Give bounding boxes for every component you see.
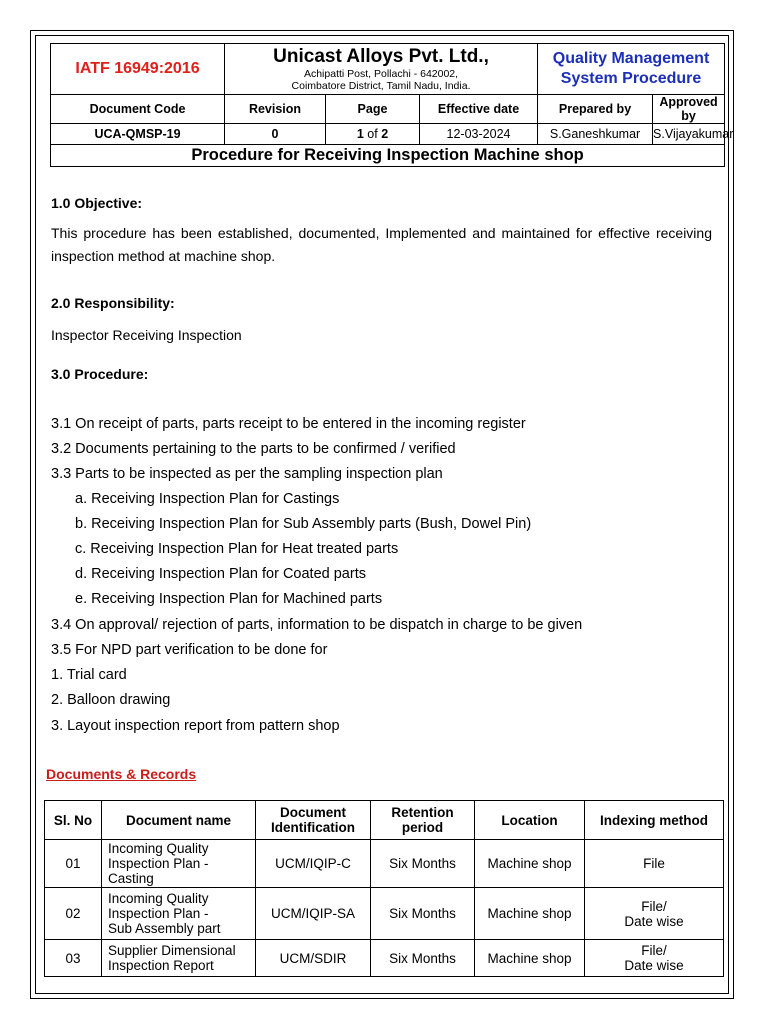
page-label: Page xyxy=(326,95,420,124)
row-identification: UCM/SDIR xyxy=(256,940,371,977)
approved-by-value: S.Vijayakumar xyxy=(653,124,725,145)
document-code-label: Document Code xyxy=(51,95,225,124)
col-header-identification-line2: Identification xyxy=(271,820,355,835)
document-title: Procedure for Receiving Inspection Machine shop xyxy=(51,145,725,167)
npd-item-3: 3. Layout inspection report from pattern shop xyxy=(51,718,340,734)
row-indexing-line: File/ xyxy=(641,943,667,958)
row-indexing-line: File/ xyxy=(641,898,667,914)
col-header-retention-line1: Retention xyxy=(391,805,454,820)
standard-label: IATF 16949:2016 xyxy=(75,60,200,77)
sub-step-a: a. Receiving Inspection Plan for Castings xyxy=(75,491,340,507)
page-total: 2 xyxy=(381,127,389,141)
approved-by-label: Approved by xyxy=(653,95,725,124)
row-identification: UCM/IQIP-C xyxy=(256,840,371,888)
row-document-name xyxy=(102,888,256,940)
page-value xyxy=(326,124,420,145)
row-indexing-line: Date wise xyxy=(624,913,684,929)
row-retention: Six Months xyxy=(371,888,475,940)
procedure-step-3-5: 3.5 For NPD part verification to be done for xyxy=(51,642,328,658)
procedure-step-3-1: 3.1 On receipt of parts, parts receipt to be entered in the incoming register xyxy=(51,416,526,432)
row-location: Machine shop xyxy=(475,888,585,940)
row-document-name xyxy=(102,840,256,888)
row-indexing-line: Date wise xyxy=(624,958,684,973)
standard-cell xyxy=(51,44,225,95)
npd-item-2: 2. Balloon drawing xyxy=(51,692,171,708)
objective-text: This procedure has been established, documented, Implemented and maintained for effective receiving inspection method at machine shop. xyxy=(51,225,712,264)
company-name: Unicast Alloys Pvt. Ltd., xyxy=(273,46,489,67)
records-table xyxy=(44,800,724,977)
row-document-name-line: Inspection Plan - xyxy=(108,856,209,871)
procedure-step-3-3: 3.3 Parts to be inspected as per the sampling inspection plan xyxy=(51,466,443,482)
sub-step-d: d. Receiving Inspection Plan for Coated parts xyxy=(75,566,366,582)
company-address-line2: Coimbatore District, Tamil Nadu, India. xyxy=(291,80,471,92)
col-header-retention xyxy=(371,801,475,840)
document-header-table xyxy=(50,43,734,167)
col-header-sl-no: Sl. No xyxy=(45,801,102,840)
col-header-retention-line2: period xyxy=(401,820,444,835)
table-row xyxy=(45,888,724,940)
responsibility-text: Inspector Receiving Inspection xyxy=(51,327,242,343)
company-address-line1: Achipatti Post, Pollachi - 642002, xyxy=(303,68,459,80)
procedure-heading: 3.0 Procedure: xyxy=(51,366,149,382)
qms-cell xyxy=(538,44,725,95)
procedure-step-3-2: 3.2 Documents pertaining to the parts to be confirmed / verified xyxy=(51,441,456,457)
row-document-name-line: Casting xyxy=(108,871,154,886)
qms-line1: Quality Management xyxy=(552,50,710,67)
row-retention: Six Months xyxy=(371,940,475,977)
prepared-by-value: S.Ganeshkumar xyxy=(538,124,653,145)
row-location: Machine shop xyxy=(475,940,585,977)
page-current: 1 xyxy=(356,127,364,141)
row-indexing-line: File xyxy=(643,856,665,871)
effective-date-value: 12-03-2024 xyxy=(420,124,538,145)
row-sl-no: 01 xyxy=(45,840,102,888)
document-code-value: UCA-QMSP-19 xyxy=(51,124,225,145)
sub-step-e: e. Receiving Inspection Plan for Machined parts xyxy=(75,591,383,607)
col-header-identification-line1: Document xyxy=(279,805,346,820)
page-of: of xyxy=(363,127,382,141)
revision-label: Revision xyxy=(225,95,326,124)
row-document-name-line: Inspection Report xyxy=(108,958,214,973)
procedure-step-3-4: 3.4 On approval/ rejection of parts, information to be dispatch in charge to be given xyxy=(51,617,583,633)
col-header-location: Location xyxy=(475,801,585,840)
sub-step-c: c. Receiving Inspection Plan for Heat treated parts xyxy=(75,541,399,557)
row-document-name-line: Incoming Quality xyxy=(108,891,209,906)
npd-item-1: 1. Trial card xyxy=(51,667,127,683)
responsibility-heading: 2.0 Responsibility: xyxy=(51,295,175,311)
row-document-name-line: Incoming Quality xyxy=(108,841,209,856)
row-indexing xyxy=(585,840,724,888)
col-header-indexing: Indexing method xyxy=(585,801,724,840)
col-header-identification xyxy=(256,801,371,840)
row-sl-no: 03 xyxy=(45,940,102,977)
row-identification: UCM/IQIP-SA xyxy=(256,888,371,940)
row-retention: Six Months xyxy=(371,840,475,888)
objective-heading: 1.0 Objective: xyxy=(51,195,143,211)
qms-line2: System Procedure xyxy=(560,70,702,87)
row-indexing xyxy=(585,940,724,977)
effective-date-label: Effective date xyxy=(420,95,538,124)
row-document-name-line: Sub Assembly part xyxy=(108,921,221,936)
row-document-name-line: Inspection Plan - xyxy=(108,906,209,921)
row-sl-no: 02 xyxy=(45,888,102,940)
documents-records-heading: Documents & Records xyxy=(46,766,197,782)
row-indexing xyxy=(585,888,724,940)
table-row xyxy=(45,840,724,888)
table-row xyxy=(45,940,724,977)
row-location: Machine shop xyxy=(475,840,585,888)
prepared-by-label: Prepared by xyxy=(538,95,653,124)
row-document-name xyxy=(102,940,256,977)
col-header-document-name: Document name xyxy=(102,801,256,840)
row-document-name-line: Supplier Dimensional xyxy=(108,943,236,958)
company-cell xyxy=(225,44,538,95)
revision-value: 0 xyxy=(225,124,326,145)
sub-step-b: b. Receiving Inspection Plan for Sub Assembly parts (Bush, Dowel Pin) xyxy=(75,516,532,532)
